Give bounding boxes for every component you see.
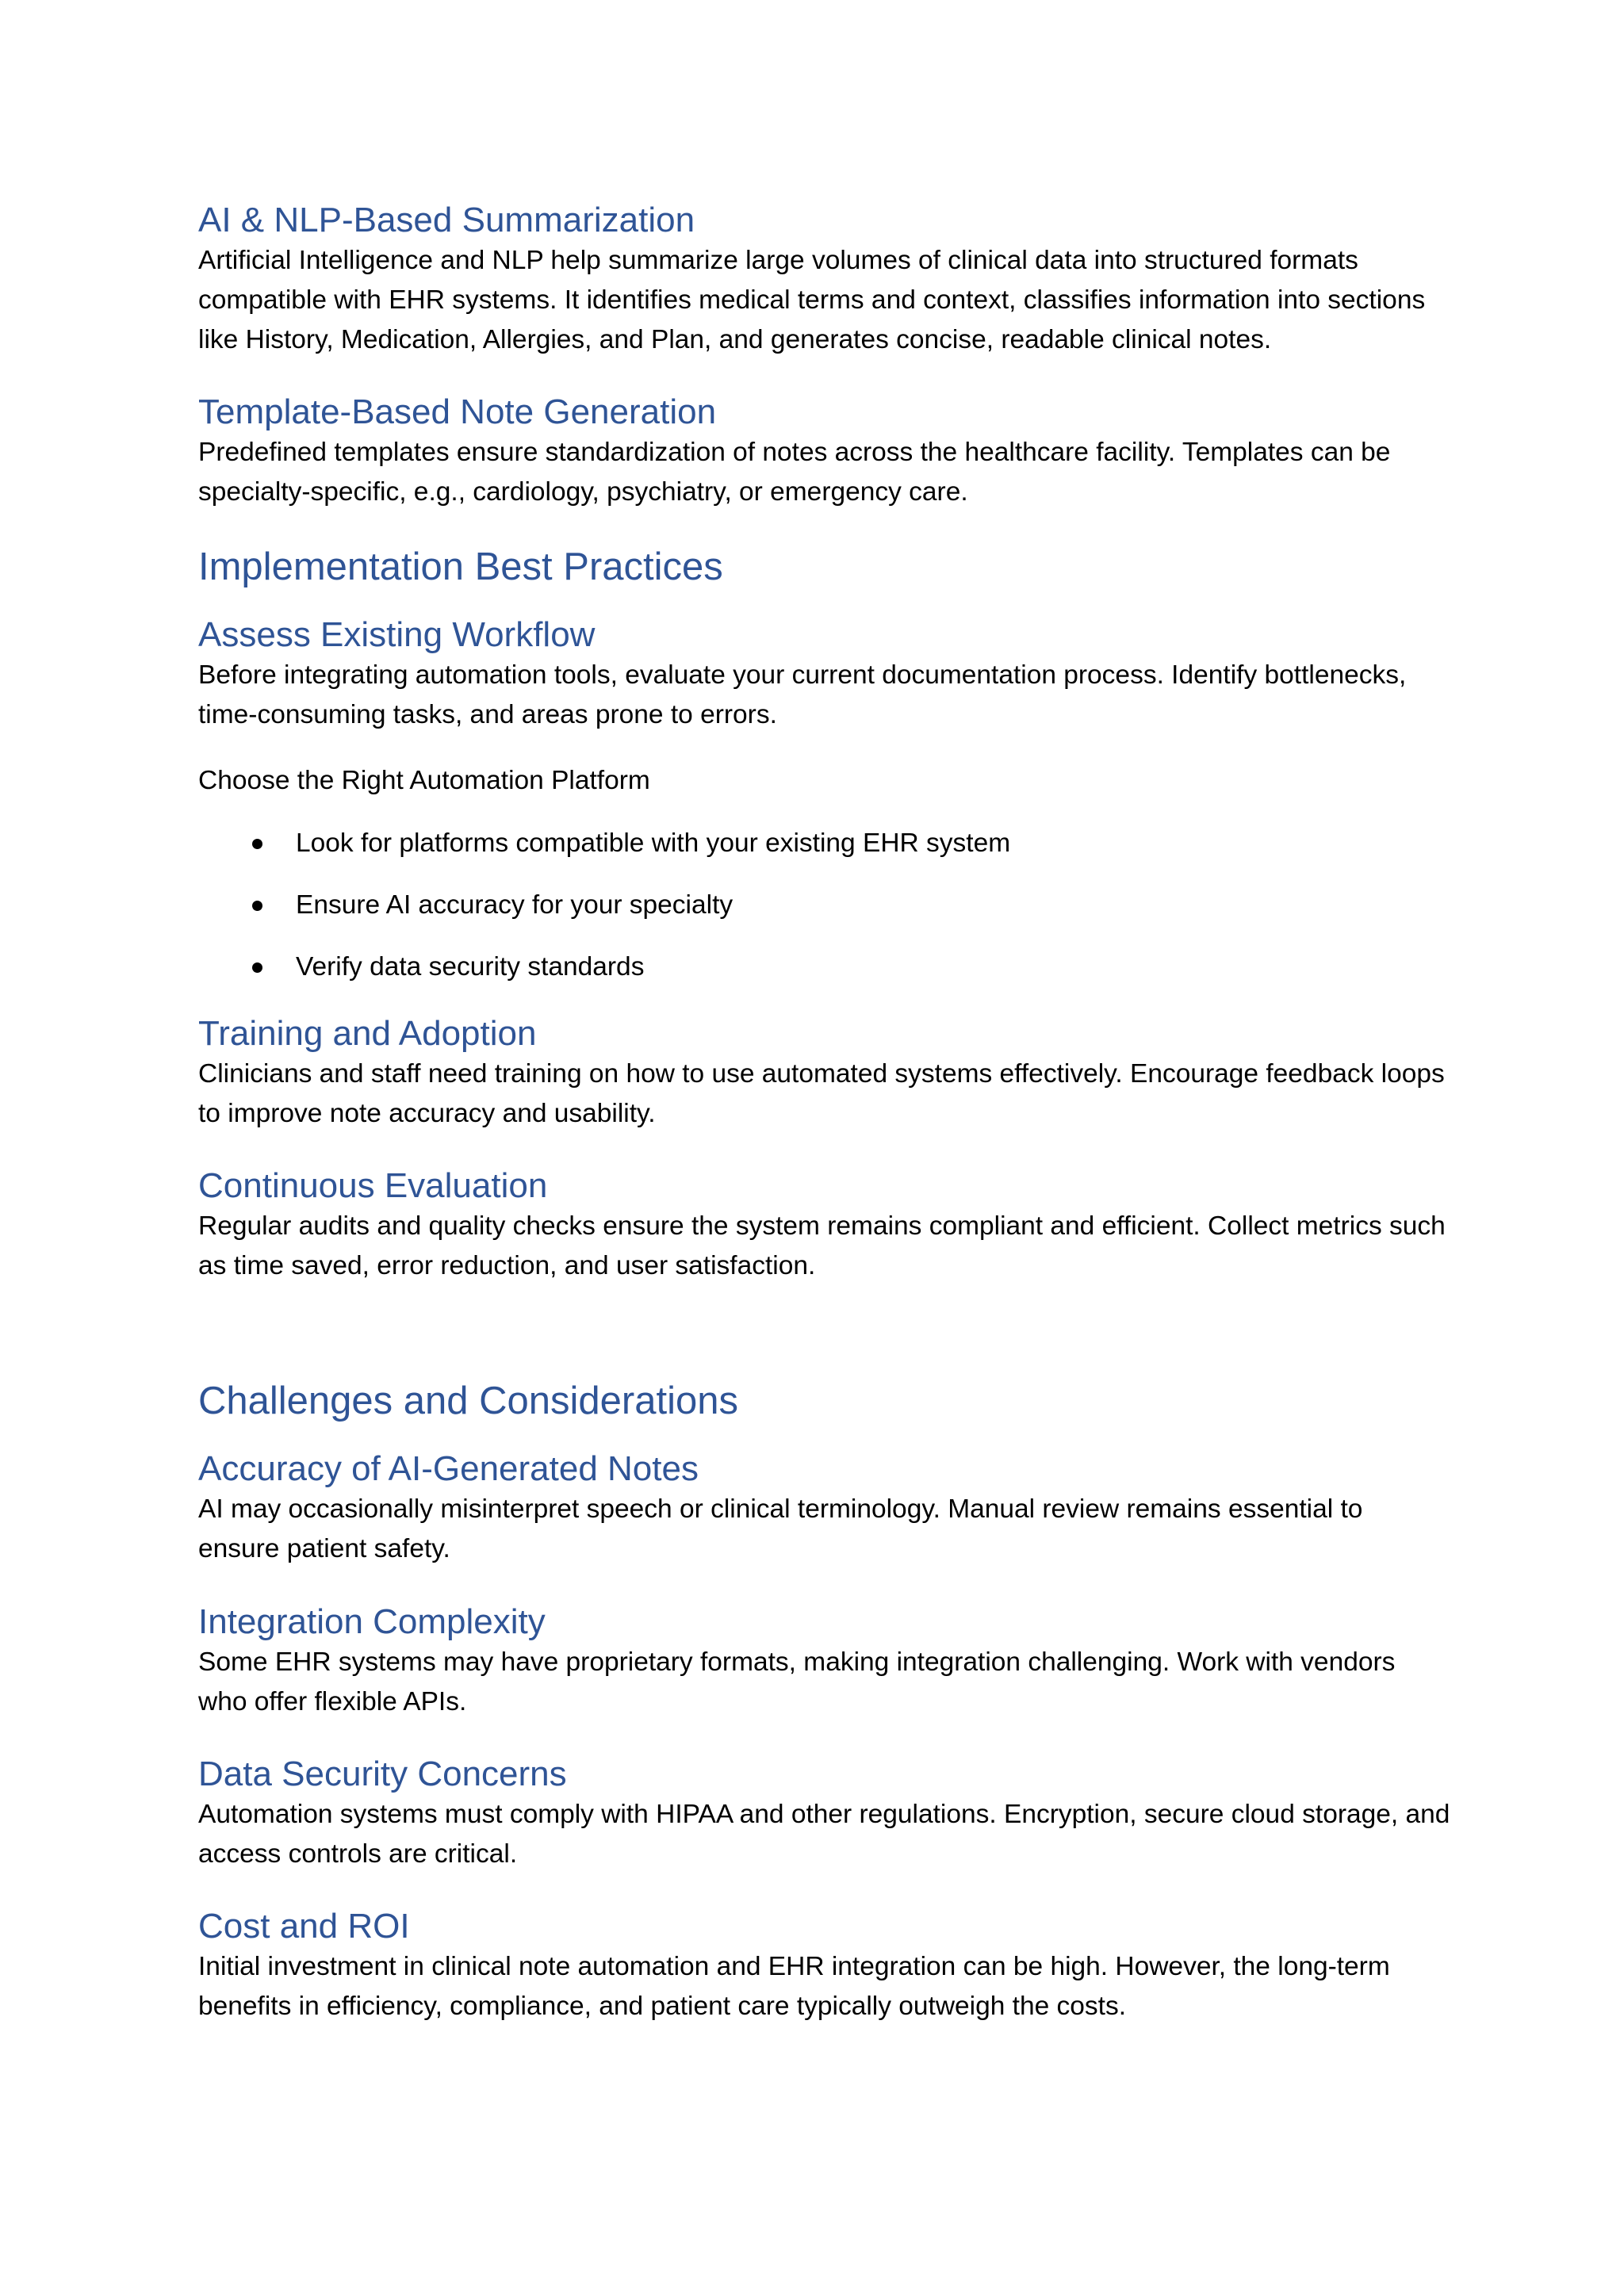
heading-training-adoption: Training and Adoption bbox=[198, 1014, 537, 1053]
bullet-icon bbox=[252, 839, 262, 849]
paragraph-training-adoption: Clinicians and staff need training on how to use automated systems effectively. Encourage feedback loops to improve note accuracy and usability. bbox=[198, 1059, 1445, 1128]
paragraph-continuous-evaluation: Regular audits and quality checks ensure the system remains compliant and efficient. Collect metrics such as time saved, error reduction, and user satisfaction. bbox=[198, 1211, 1446, 1280]
bullet-icon bbox=[252, 962, 262, 973]
section-accuracy-ai-notes bbox=[198, 1448, 1451, 1569]
section-continuous-evaluation bbox=[198, 1165, 1451, 1286]
bullet-icon bbox=[252, 901, 262, 911]
platform-bullet-list bbox=[198, 824, 1451, 1009]
heading-template-note-generation: Template-Based Note Generation bbox=[198, 392, 717, 431]
heading-continuous-evaluation: Continuous Evaluation bbox=[198, 1166, 548, 1205]
paragraph-template-note-generation: Predefined templates ensure standardization of notes across the healthcare facility. Templates can be specialty-specific, e.g., cardiology, psychiatry, or emergency care. bbox=[198, 438, 1391, 507]
paragraph-integration-complexity: Some EHR systems may have proprietary formats, making integration challenging. Work with vendors who offer flexible APIs. bbox=[198, 1647, 1396, 1716]
list-item-text: Look for platforms compatible with your existing EHR system bbox=[296, 828, 1011, 858]
section-template-note-generation bbox=[198, 392, 1451, 512]
section-assess-workflow bbox=[198, 614, 1451, 735]
heading-ai-nlp-summarization: AI & NLP-Based Summarization bbox=[198, 201, 695, 239]
paragraph-choose-platform: Choose the Right Automation Platform bbox=[198, 766, 650, 795]
heading-assess-workflow: Assess Existing Workflow bbox=[198, 615, 596, 654]
list-item bbox=[198, 886, 1451, 947]
paragraph-assess-workflow: Before integrating automation tools, evaluate your current documentation process. Identify bottlenecks, time-consuming tasks, and areas prone to errors. bbox=[198, 660, 1407, 729]
heading-cost-roi: Cost and ROI bbox=[198, 1907, 410, 1946]
paragraph-data-security: Automation systems must comply with HIPAA and other regulations. Encryption, secure cloud storage, and access controls are critical. bbox=[198, 1800, 1450, 1869]
heading-integration-complexity: Integration Complexity bbox=[198, 1602, 546, 1641]
paragraph-accuracy-ai-notes: AI may occasionally misinterpret speech or clinical terminology. Manual review remains essential to ensure patient safety. bbox=[198, 1494, 1363, 1563]
section-ai-nlp-summarization bbox=[198, 200, 1451, 360]
heading-implementation-best-practices: Implementation Best Practices bbox=[198, 545, 723, 588]
heading-accuracy-ai-notes: Accuracy of AI-Generated Notes bbox=[198, 1449, 699, 1488]
list-item bbox=[198, 824, 1451, 886]
section-integration-complexity bbox=[198, 1601, 1451, 1722]
section-data-security bbox=[198, 1754, 1451, 1874]
list-item-text: Ensure AI accuracy for your specialty bbox=[296, 890, 733, 920]
section-training-adoption bbox=[198, 1013, 1451, 1134]
list-item-text: Verify data security standards bbox=[296, 952, 645, 982]
paragraph-cost-roi: Initial investment in clinical note automation and EHR integration can be high. However, the long-term benefits in efficiency, compliance, and patient care typically outweigh the costs. bbox=[198, 1952, 1390, 2021]
heading-challenges-considerations: Challenges and Considerations bbox=[198, 1380, 738, 1422]
heading-data-security: Data Security Concerns bbox=[198, 1755, 567, 1793]
list-item bbox=[198, 947, 1451, 1009]
section-cost-roi bbox=[198, 1906, 1451, 2026]
paragraph-ai-nlp-summarization: Artificial Intelligence and NLP help summarize large volumes of clinical data into structured formats compatible with EHR systems. It identifies medical terms and context, classifies information into sections like History, Medication, Allergies, and Plan, and generates concise, readable clinical notes. bbox=[198, 246, 1426, 354]
